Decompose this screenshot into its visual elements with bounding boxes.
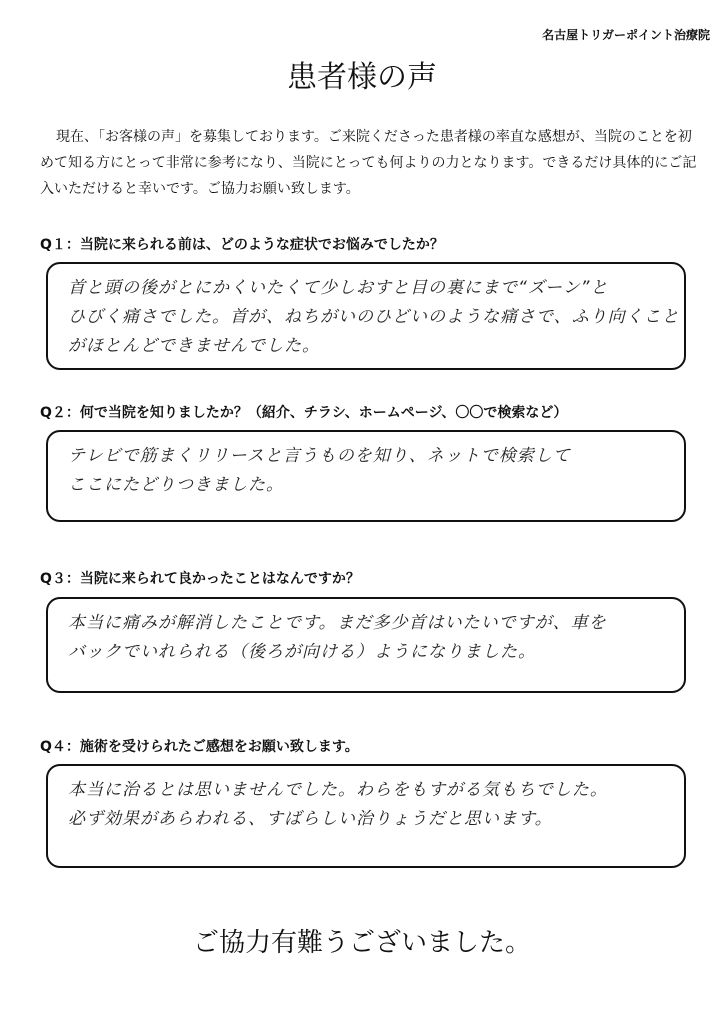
answer-box-2 <box>46 430 686 522</box>
answer-box-1 <box>46 262 686 370</box>
clinic-name: 名古屋トリガーポイント治療院 <box>542 28 710 42</box>
answer-3-line-1: 本当に痛みが解消したことです。まだ多少首はいたいですが、車を <box>68 613 607 633</box>
page-title: 患者様の声 <box>287 60 437 95</box>
answer-box-3 <box>46 597 686 693</box>
answer-2-line-1: テレビで筋まくリリースと言うものを知り、ネットで検索して <box>68 446 571 466</box>
answer-1-line-2: ひびく痛さでした。首が、ねちがいのひどいのような痛さで、ふり向くこと <box>68 307 680 327</box>
answer-4-line-1: 本当に治るとは思いませんでした。わらをもすがる気もちでした。 <box>68 780 608 800</box>
answer-box-4 <box>46 764 686 868</box>
question-2-label: Q２：何で当院を知りましたか？（紹介、チラシ、ホームページ、〇〇で検索など） <box>40 405 568 421</box>
question-4-label: Q４：施術を受けられたご感想をお願い致します。 <box>40 739 359 755</box>
answer-4-line-2: 必ず効果があらわれる、すばらしい治りょうだと思います。 <box>68 809 553 829</box>
question-3-label: Q３：当院に来られて良かったことはなんですか？ <box>40 571 360 587</box>
closing-text: ご協力有難うございました。 <box>192 928 531 958</box>
answer-1-line-3: がほとんどできませんでした。 <box>68 336 320 356</box>
answer-1-line-1: 首と頭の後がとにかくいたくて少しおすと目の裏にまで“ズーン”と <box>68 278 609 298</box>
question-1-label: Q１：当院に来られる前は、どのような症状でお悩みでしたか？ <box>40 237 444 253</box>
answer-2-line-2: ここにたどりつきました。 <box>68 475 284 495</box>
answer-3-line-2: バックでいれられる（後ろが向ける）ようになりました。 <box>68 642 536 662</box>
intro-text: 現在、「お客様の声」を募集しております。ご来院くださった患者様の率直な感想が、当院のことを初めて知る方にとって非常に参考になり、当院にとっても何よりの力となります。できるだけ具体的にご記入いただけると幸いです。ご協力お願い致します。 <box>40 129 697 197</box>
